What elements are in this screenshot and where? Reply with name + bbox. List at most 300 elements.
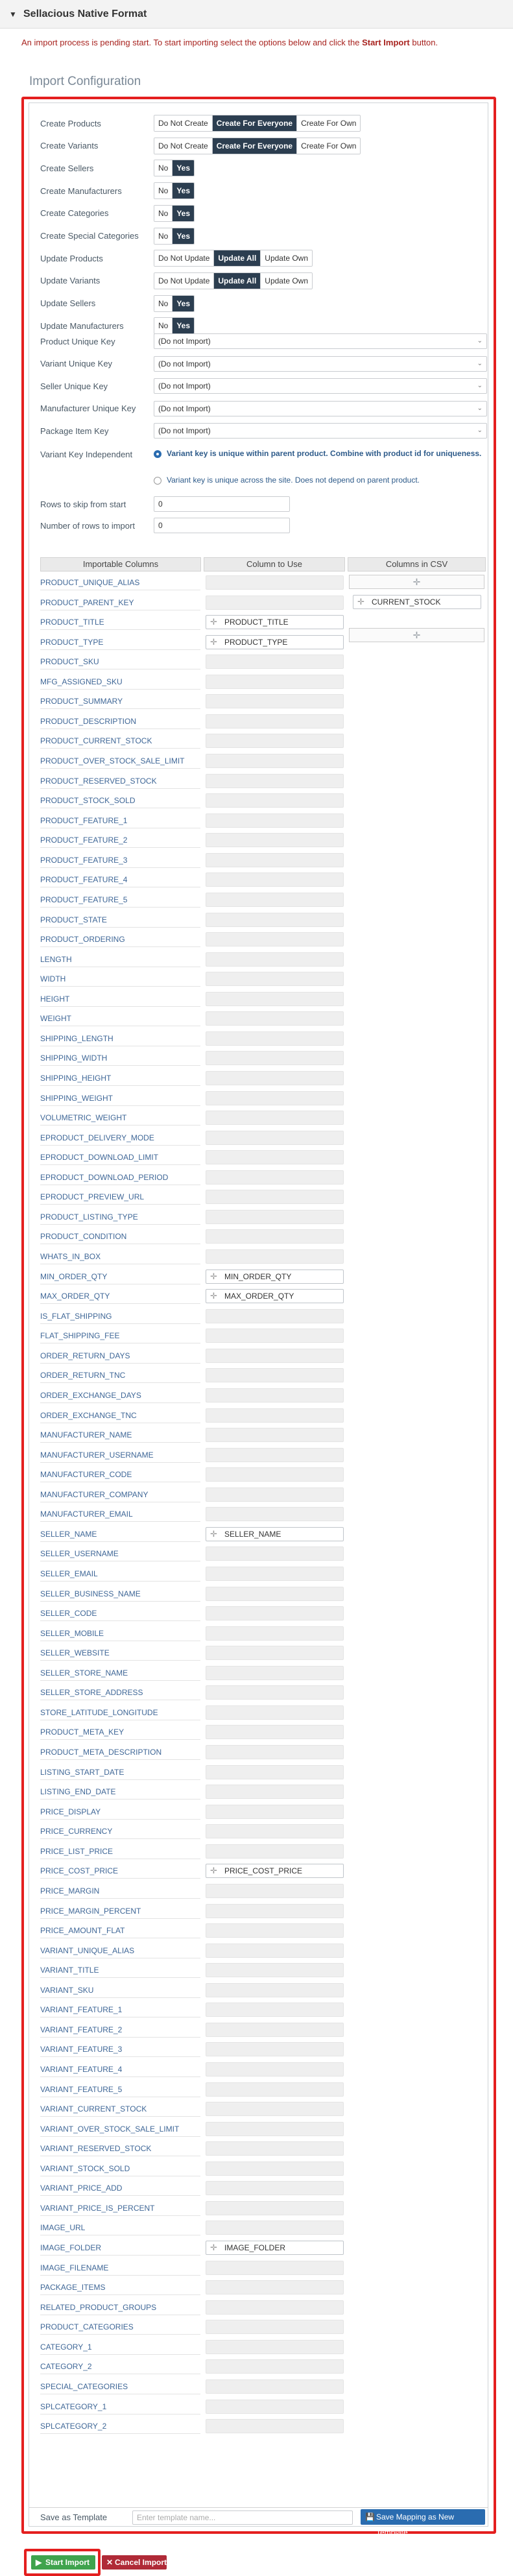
config-label: Create Products [40, 118, 101, 128]
importable-column: PRICE_MARGIN [40, 1883, 200, 1899]
toggle-group [154, 160, 195, 176]
importable-column: SHIPPING_WIDTH [40, 1050, 200, 1066]
toggle-option[interactable]: Do Not Update [154, 250, 214, 266]
config-label: Create Sellers [40, 163, 94, 173]
importable-column: SELLER_EMAIL [40, 1566, 200, 1582]
importable-column: IMAGE_FOLDER [40, 2240, 200, 2256]
column-to-use-slot[interactable] [206, 1270, 344, 1284]
column-to-use-slot[interactable] [206, 2062, 344, 2076]
start-import-label: Start Import [45, 2558, 90, 2567]
column-to-use-slot[interactable] [206, 1685, 344, 1700]
column-to-use-slot[interactable] [206, 1923, 344, 1938]
column-to-use-slot[interactable] [206, 1011, 344, 1026]
column-to-use-slot[interactable] [206, 615, 344, 629]
config-row [40, 182, 494, 200]
column-to-use-slot[interactable] [206, 2161, 344, 2176]
csv-drop-zone[interactable]: ✛ [349, 575, 484, 589]
importable-column: PACKAGE_ITEMS [40, 2280, 200, 2295]
move-icon: ✛ [210, 1866, 217, 1876]
importable-column: SELLER_CODE [40, 1606, 200, 1621]
importable-column: SHIPPING_LENGTH [40, 1031, 200, 1046]
chevron-down-icon: ⌄ [477, 337, 483, 344]
column-to-use-slot[interactable] [206, 1963, 344, 1977]
toggle-option[interactable]: Update All [214, 250, 261, 266]
column-to-use-slot[interactable] [206, 1091, 344, 1105]
toggle-option[interactable]: Do Not Create [154, 138, 213, 154]
column-to-use-slot[interactable] [206, 1071, 344, 1085]
column-to-use-slot[interactable] [206, 1031, 344, 1046]
importable-column: PRODUCT_META_KEY [40, 1724, 200, 1740]
toggle-group [154, 115, 361, 132]
importable-column: PRODUCT_STOCK_SOLD [40, 793, 200, 808]
config-label: Package Item Key [40, 426, 109, 436]
toggle-option[interactable]: Yes [173, 228, 194, 244]
cancel-import-label: Cancel Import [115, 2558, 167, 2567]
importable-column: PRODUCT_STATE [40, 912, 200, 928]
importable-column: ORDER_EXCHANGE_TNC [40, 1408, 200, 1423]
column-to-use-slot[interactable] [206, 2122, 344, 2136]
importable-column: PRODUCT_FEATURE_1 [40, 813, 200, 828]
importable-column: WHATS_IN_BOX [40, 1249, 200, 1264]
config-label: Variant Unique Key [40, 359, 113, 368]
toggle-option[interactable]: Update Own [261, 250, 312, 266]
panel-title: Sellacious Native Format [23, 8, 147, 19]
toggle-group [154, 205, 195, 222]
variant-key-option-1-strong: Variant key is unique within parent product. Combine with product id for uniqueness. [167, 449, 482, 458]
config-row [40, 295, 494, 313]
toggle-option[interactable]: No [154, 296, 173, 311]
save-template-button[interactable] [361, 2509, 485, 2537]
toggle-option[interactable]: Yes [173, 296, 194, 311]
config-row [40, 422, 494, 440]
importable-column: MANUFACTURER_EMAIL [40, 1506, 200, 1522]
importable-column: VARIANT_FEATURE_4 [40, 2062, 200, 2077]
play-icon: ▶ [36, 2558, 42, 2567]
config-row [40, 249, 494, 267]
column-to-use-slot[interactable] [206, 2261, 344, 2275]
column-to-use-slot[interactable] [206, 1229, 344, 1244]
column-to-use-slot[interactable] [206, 2082, 344, 2097]
importable-column: PRICE_COST_PRICE [40, 1863, 200, 1879]
importable-column: VARIANT_FEATURE_5 [40, 2082, 200, 2097]
csv-column-item[interactable] [353, 595, 481, 609]
config-label: Create Special Categories [40, 231, 139, 241]
config-label: Update Products [40, 253, 103, 263]
importable-column: SELLER_MOBILE [40, 1626, 200, 1641]
toggle-option[interactable]: No [154, 183, 173, 199]
mapped-column: PRICE_COST_PRICE [224, 1866, 303, 1876]
importable-column: PRICE_AMOUNT_FLAT [40, 1923, 200, 1938]
column-to-use-slot[interactable] [206, 1944, 344, 1958]
pending-notice [21, 38, 495, 47]
importable-column: MANUFACTURER_NAME [40, 1427, 200, 1443]
column-to-use-slot[interactable] [206, 2201, 344, 2215]
column-to-use-slot[interactable] [206, 1884, 344, 1898]
importable-column: VARIANT_SKU [40, 1982, 200, 1998]
column-to-use-slot[interactable] [206, 655, 344, 669]
importable-column: ORDER_EXCHANGE_DAYS [40, 1388, 200, 1403]
save-icon: 💾 [365, 2512, 375, 2522]
move-icon: ✛ [210, 617, 217, 627]
column-to-use-slot[interactable] [206, 1745, 344, 1759]
importable-column: VARIANT_UNIQUE_ALIAS [40, 1943, 200, 1958]
column-to-use-slot[interactable] [206, 853, 344, 867]
variant-key-option-2-text: Variant key is unique across the site. Does not depend on parent product. [167, 475, 420, 485]
column-to-use-slot[interactable] [206, 1805, 344, 1819]
move-icon: ✛ [210, 2243, 217, 2253]
importable-column: SPECIAL_CATEGORIES [40, 2379, 200, 2394]
column-to-use-slot[interactable] [206, 1349, 344, 1363]
column-to-use-slot[interactable] [206, 873, 344, 887]
toggle-option[interactable]: Create For Own [297, 115, 360, 131]
column-to-use-slot[interactable] [206, 1368, 344, 1382]
importable-column: EPRODUCT_DOWNLOAD_LIMIT [40, 1150, 200, 1165]
move-icon: ✛ [210, 1271, 217, 1281]
importable-column: MANUFACTURER_CODE [40, 1467, 200, 1482]
chevron-down-icon: ⌄ [477, 427, 483, 434]
toggle-group [154, 272, 313, 289]
column-to-use-slot[interactable] [206, 1824, 344, 1838]
chevron-down-icon: ⌄ [477, 359, 483, 367]
importable-column: VARIANT_FEATURE_1 [40, 2002, 200, 2017]
importable-column: PRICE_DISPLAY [40, 1804, 200, 1820]
column-to-use-slot[interactable] [206, 2300, 344, 2315]
toggle-option[interactable]: Update Own [261, 273, 312, 289]
panel-header[interactable] [0, 0, 513, 29]
column-to-use-slot[interactable] [206, 1646, 344, 1660]
chevron-down-icon: ▼ [9, 9, 17, 19]
csv-drop-zone[interactable]: ✛ [349, 628, 484, 642]
key-select[interactable]: (Do not Import) ⌄ [154, 378, 487, 394]
column-to-use-slot[interactable] [206, 992, 344, 1006]
column-to-use-slot[interactable] [206, 1507, 344, 1521]
variant-key-option-2[interactable] [154, 475, 484, 485]
column-to-use-slot[interactable] [206, 1725, 344, 1739]
column-to-use-slot[interactable] [206, 1150, 344, 1164]
column-to-use-slot[interactable] [206, 1289, 344, 1303]
importable-column: WEIGHT [40, 1011, 200, 1026]
column-to-use-slot[interactable] [206, 2419, 344, 2433]
importable-column: MAX_ORDER_QTY [40, 1288, 200, 1304]
column-to-use-slot[interactable] [206, 635, 344, 649]
importable-column: PRODUCT_SUMMARY [40, 693, 200, 709]
column-to-use-slot[interactable] [206, 1666, 344, 1680]
importable-column: PRICE_CURRENCY [40, 1824, 200, 1839]
importable-column: PRODUCT_RESERVED_STOCK [40, 773, 200, 789]
toggle-option[interactable]: Yes [173, 206, 194, 221]
column-header: Importable Columns [40, 557, 201, 572]
importable-column: PRODUCT_OVER_STOCK_SALE_LIMIT [40, 753, 200, 769]
toggle-option[interactable]: Yes [173, 318, 194, 333]
importable-column: FLAT_SHIPPING_FEE [40, 1328, 200, 1343]
column-to-use-slot[interactable] [206, 596, 344, 610]
importable-column: VOLUMETRIC_WEIGHT [40, 1110, 200, 1125]
column-to-use-slot[interactable] [206, 952, 344, 967]
importable-column: IS_FLAT_SHIPPING [40, 1308, 200, 1324]
column-to-use-slot[interactable] [206, 1705, 344, 1720]
column-to-use-slot[interactable] [206, 2003, 344, 2017]
importable-column: SELLER_NAME [40, 1526, 200, 1542]
importable-column: MFG_ASSIGNED_SKU [40, 674, 200, 690]
toggle-group [154, 138, 361, 154]
importable-column: PRODUCT_CURRENT_STOCK [40, 733, 200, 749]
toggle-group [154, 228, 195, 245]
radio-selected[interactable] [154, 450, 161, 458]
importable-column: EPRODUCT_PREVIEW_URL [40, 1189, 200, 1205]
importable-column: PRICE_MARGIN_PERCENT [40, 1903, 200, 1919]
importable-column: ORDER_RETURN_TNC [40, 1367, 200, 1383]
move-icon: ✛ [210, 1291, 217, 1301]
importable-column: VARIANT_PRICE_IS_PERCENT [40, 2200, 200, 2216]
importable-column: VARIANT_STOCK_SOLD [40, 2161, 200, 2176]
section-title: Import Configuration [29, 75, 141, 88]
column-to-use-slot[interactable] [206, 675, 344, 689]
column-to-use-slot[interactable] [206, 913, 344, 927]
column-to-use-slot[interactable] [206, 2280, 344, 2294]
column-to-use-slot[interactable] [206, 694, 344, 708]
save-template-button-label: Save Mapping as New Template [376, 2512, 455, 2537]
column-to-use-slot[interactable] [206, 2221, 344, 2235]
importable-column: PRODUCT_FEATURE_3 [40, 852, 200, 868]
column-to-use-slot[interactable] [206, 774, 344, 788]
toggle-option[interactable]: Create For Own [297, 138, 360, 154]
importable-column: PRODUCT_CATEGORIES [40, 2319, 200, 2335]
importable-column: IMAGE_FILENAME [40, 2260, 200, 2276]
column-to-use-slot[interactable] [206, 1388, 344, 1402]
column-to-use-slot[interactable] [206, 1051, 344, 1065]
config-label: Number of rows to import [40, 520, 135, 531]
importable-column: EPRODUCT_DELIVERY_MODE [40, 1130, 200, 1146]
move-icon: ✛ [210, 1528, 217, 1539]
importable-column: CATEGORY_2 [40, 2359, 200, 2374]
importable-column: PRODUCT_PARENT_KEY [40, 595, 200, 610]
template-name-input[interactable]: Enter template name... [132, 2510, 353, 2525]
importable-column: HEIGHT [40, 991, 200, 1007]
config-row [40, 272, 494, 290]
column-to-use-slot[interactable] [206, 932, 344, 946]
notice-text: An import process is pending start. To start importing select the options below and click the [21, 38, 363, 47]
column-to-use-slot[interactable] [206, 575, 344, 590]
mapped-column: IMAGE_FOLDER [224, 2243, 286, 2253]
importable-column: VARIANT_TITLE [40, 1962, 200, 1978]
config-row [40, 159, 494, 177]
column-to-use-slot[interactable] [206, 2241, 344, 2255]
column-to-use-slot[interactable] [206, 1765, 344, 1779]
column-to-use-slot[interactable] [206, 2400, 344, 2414]
importable-column: PRODUCT_TITLE [40, 614, 200, 630]
toggle-option[interactable]: No [154, 206, 173, 221]
column-to-use-slot[interactable] [206, 1467, 344, 1482]
column-to-use-slot[interactable] [206, 2102, 344, 2116]
config-label: Update Manufacturers [40, 320, 124, 331]
toggle-option[interactable]: No [154, 318, 173, 333]
config-label: Product Unique Key [40, 336, 115, 346]
config-row [40, 114, 494, 132]
chevron-down-icon: ⌄ [477, 404, 483, 412]
move-icon: ✛ [357, 597, 364, 607]
importable-column: SELLER_BUSINESS_NAME [40, 1586, 200, 1602]
column-to-use-slot[interactable] [206, 1131, 344, 1145]
column-to-use-slot[interactable] [206, 793, 344, 808]
config-row [40, 332, 494, 350]
importable-column: WIDTH [40, 971, 200, 987]
config-label: Update Variants [40, 276, 101, 286]
chevron-down-icon: ⌄ [477, 382, 483, 389]
mapped-column: MIN_ORDER_QTY [224, 1271, 292, 1281]
toggle-group [154, 295, 195, 312]
column-to-use-slot[interactable] [206, 893, 344, 907]
config-row [40, 204, 494, 223]
config-label: Seller Unique Key [40, 381, 108, 391]
importable-column: LENGTH [40, 952, 200, 967]
importable-column: MANUFACTURER_COMPANY [40, 1487, 200, 1502]
key-select[interactable]: (Do not Import) ⌄ [154, 401, 487, 416]
mapped-column: SELLER_NAME [224, 1529, 281, 1539]
config-label: Create Variants [40, 141, 99, 151]
column-to-use-slot[interactable] [206, 2359, 344, 2374]
importable-column: PRODUCT_DESCRIPTION [40, 714, 200, 729]
toggle-option[interactable]: Do Not Update [154, 273, 214, 289]
importable-column: SPLCATEGORY_2 [40, 2418, 200, 2434]
cancel-import-button[interactable] [102, 2555, 167, 2570]
column-to-use-slot[interactable] [206, 1983, 344, 1997]
column-to-use-slot[interactable] [206, 1527, 344, 1541]
column-to-use-slot[interactable] [206, 972, 344, 986]
mapped-column: PRODUCT_TITLE [224, 618, 289, 627]
importable-column: VARIANT_FEATURE_2 [40, 2022, 200, 2038]
importable-column: VARIANT_PRICE_ADD [40, 2180, 200, 2196]
column-to-use-slot[interactable] [206, 2141, 344, 2156]
column-to-use-slot[interactable] [206, 2042, 344, 2056]
toggle-group [154, 250, 313, 267]
importable-column: MANUFACTURER_USERNAME [40, 1447, 200, 1463]
config-label: Create Manufacturers [40, 186, 122, 196]
toggle-option[interactable]: Create For Everyone [213, 138, 297, 154]
column-to-use-slot[interactable] [206, 1111, 344, 1125]
notice-strong: Start Import [362, 38, 410, 47]
column-to-use-slot[interactable] [206, 1567, 344, 1581]
toggle-group [154, 182, 195, 199]
importable-column: PRODUCT_FEATURE_2 [40, 832, 200, 848]
close-icon: ✕ [106, 2558, 113, 2567]
mapped-column: MAX_ORDER_QTY [224, 1292, 294, 1301]
column-to-use-slot[interactable] [206, 1844, 344, 1859]
importable-column: STORE_LATITUDE_LONGITUDE [40, 1705, 200, 1720]
column-to-use-slot[interactable] [206, 1309, 344, 1323]
importable-column: IMAGE_URL [40, 2220, 200, 2235]
start-import-button[interactable] [31, 2555, 95, 2570]
importable-column: PRODUCT_FEATURE_5 [40, 892, 200, 908]
key-select[interactable]: (Do not Import) ⌄ [154, 356, 487, 372]
column-to-use-slot[interactable] [206, 2023, 344, 2037]
column-to-use-slot[interactable] [206, 734, 344, 748]
importable-column: SHIPPING_HEIGHT [40, 1070, 200, 1086]
column-to-use-slot[interactable] [206, 1190, 344, 1204]
column-header: Column to Use [204, 557, 345, 572]
toggle-option[interactable]: Do Not Create [154, 115, 213, 131]
toggle-option[interactable]: Create For Everyone [213, 115, 297, 131]
column-to-use-slot[interactable] [206, 2340, 344, 2354]
importable-column: LISTING_START_DATE [40, 1764, 200, 1780]
importable-column: PRODUCT_CONDITION [40, 1229, 200, 1244]
column-to-use-slot[interactable] [206, 1408, 344, 1423]
importable-column: MIN_ORDER_QTY [40, 1269, 200, 1284]
column-to-use-slot[interactable] [206, 714, 344, 728]
config-row [40, 227, 494, 245]
key-select[interactable]: (Do not Import) ⌄ [154, 423, 487, 439]
column-to-use-slot[interactable] [206, 1626, 344, 1641]
column-to-use-slot[interactable] [206, 1448, 344, 1462]
importable-column: SELLER_STORE_ADDRESS [40, 1685, 200, 1700]
column-to-use-slot[interactable] [206, 2181, 344, 2195]
column-to-use-slot[interactable] [206, 1210, 344, 1224]
importable-column: PRODUCT_META_DESCRIPTION [40, 1744, 200, 1760]
column-to-use-slot[interactable] [206, 2379, 344, 2394]
config-label: Rows to skip from start [40, 499, 126, 509]
column-to-use-slot[interactable] [206, 1428, 344, 1442]
key-select[interactable]: (Do not Import) ⌄ [154, 333, 487, 349]
toggle-option[interactable]: Yes [173, 160, 194, 176]
column-to-use-slot[interactable] [206, 1329, 344, 1343]
toggle-option[interactable]: No [154, 160, 173, 176]
config-row [40, 377, 494, 395]
importable-column: PRODUCT_ORDERING [40, 932, 200, 947]
column-to-use-slot[interactable] [206, 1487, 344, 1502]
importable-column: PRODUCT_FEATURE_4 [40, 872, 200, 887]
importable-column: VARIANT_CURRENT_STOCK [40, 2101, 200, 2117]
config-row [40, 137, 494, 155]
importable-column: RELATED_PRODUCT_GROUPS [40, 2300, 200, 2315]
column-to-use-slot[interactable] [206, 1864, 344, 1878]
importable-column: PRICE_LIST_PRICE [40, 1844, 200, 1859]
importable-column: SHIPPING_WEIGHT [40, 1090, 200, 1106]
column-to-use-slot[interactable] [206, 754, 344, 768]
importable-column: SELLER_WEBSITE [40, 1645, 200, 1661]
importable-column: VARIANT_OVER_STOCK_SALE_LIMIT [40, 2121, 200, 2137]
move-icon: ✛ [210, 636, 217, 647]
toggle-option[interactable]: No [154, 228, 173, 244]
column-to-use-slot[interactable] [206, 833, 344, 847]
column-to-use-slot[interactable] [206, 1547, 344, 1561]
importable-column: PRODUCT_LISTING_TYPE [40, 1209, 200, 1225]
column-to-use-slot[interactable] [206, 2320, 344, 2334]
column-to-use-slot[interactable] [206, 1904, 344, 1918]
importable-column: ORDER_RETURN_DAYS [40, 1348, 200, 1364]
importable-column: PRODUCT_UNIQUE_ALIAS [40, 575, 200, 590]
column-to-use-slot[interactable] [206, 1170, 344, 1185]
column-to-use-slot[interactable] [206, 1587, 344, 1601]
toggle-option[interactable]: Yes [173, 183, 194, 199]
radio-unselected[interactable] [154, 477, 161, 485]
importable-column: VARIANT_RESERVED_STOCK [40, 2141, 200, 2156]
column-to-use-slot[interactable] [206, 1249, 344, 1264]
csv-column-name: CURRENT_STOCK [372, 597, 441, 607]
importable-column: SELLER_STORE_NAME [40, 1665, 200, 1681]
config-label: Manufacturer Unique Key [40, 403, 136, 413]
notice-tail: button. [409, 38, 438, 47]
importable-column: PRODUCT_SKU [40, 654, 200, 669]
column-header: Columns in CSV [348, 557, 486, 572]
rows-import-input[interactable]: 0 [154, 518, 290, 533]
column-to-use-slot[interactable] [206, 1785, 344, 1799]
rows-skip-input[interactable]: 0 [154, 496, 290, 512]
variant-key-option-1[interactable] [154, 449, 484, 459]
importable-column: EPRODUCT_DOWNLOAD_PERIOD [40, 1170, 200, 1185]
config-label: Create Categories [40, 208, 109, 219]
toggle-option[interactable]: Update All [214, 273, 261, 289]
column-to-use-slot[interactable] [206, 1606, 344, 1620]
column-to-use-slot[interactable] [206, 813, 344, 828]
